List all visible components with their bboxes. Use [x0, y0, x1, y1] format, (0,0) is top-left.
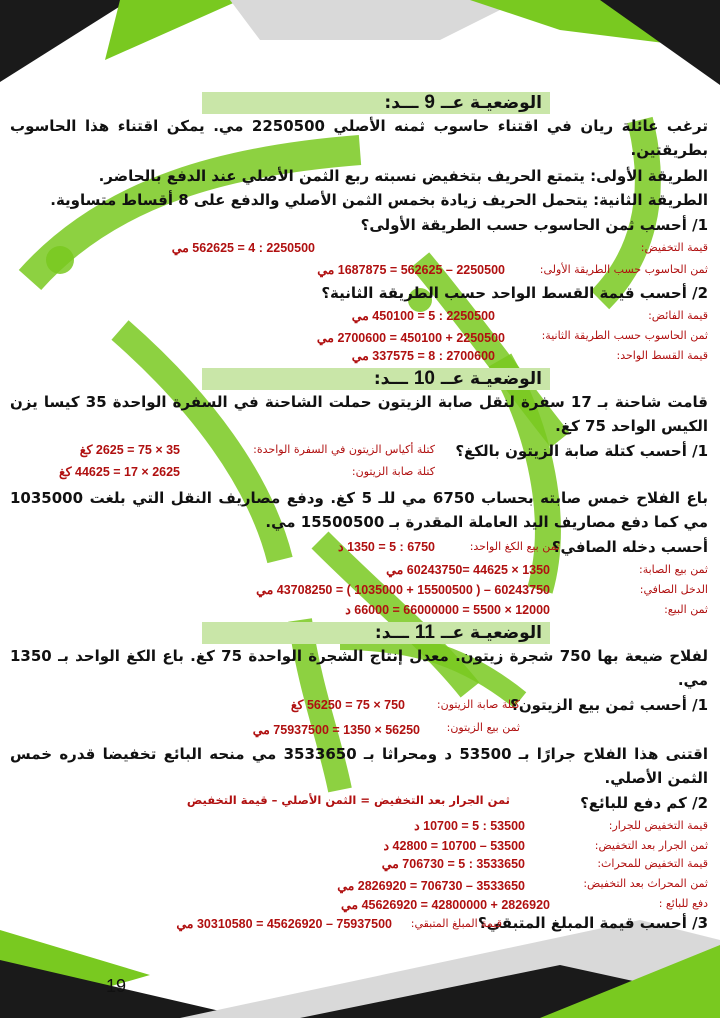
answer-calc: 35 × 75 = 2625 كغ [79, 443, 180, 457]
answer-calc: 12000 × 5500 = 66000000 = 66000 د [345, 603, 550, 617]
situation-9-method-1: الطريقة الأولى: يتمتع الحريف بتخفيض نسبته ربع الثمن الأصلي عند الدفع بالحاضر. [98, 167, 708, 185]
answer-calc: 2250500 : 5 = 450100 مي [351, 309, 495, 323]
answer-calc: 3533650 : 5 = 706730 مي [381, 857, 525, 871]
title-prefix: الوضعيـة عــ [440, 623, 542, 643]
situation-11-question-1: 1/ أحسب ثمن بيع الزيتون؟ [510, 696, 708, 714]
answer-label: ثمن الحاسوب حسب الطريقة الثانية: [541, 329, 708, 342]
answer-label: كتلة أكياس الزيتون في السفرة الواحدة: [253, 443, 435, 456]
answer-calc: 3533650 – 706730 = 2826920 مي [337, 879, 525, 893]
situation-number: 9 [424, 92, 435, 113]
answer-calc: 53500 – 10700 = 42800 د [383, 839, 525, 853]
title-prefix: الوضعيـة عــ [440, 369, 542, 389]
situation-10-statement: قامت شاحنة بـ 17 سفرة لنقل صابة الزيتون حملت الشاحنة في السفرة الواحدة 35 كيسا يزن الكيس الواحد 75 كغ. [10, 393, 708, 435]
answer-label: كتلة صابة الزيتون: [351, 465, 435, 478]
page-number: 19 [106, 976, 127, 996]
situation-10-question-1: 1/ أحسب كتلة صابة الزيتون بالكغ؟ [455, 442, 708, 460]
discount-formula: ثمن الجرار بعد التخفيض = الثمن الأصلي – قيمة التخفيض [186, 793, 510, 807]
situation-number: 11 [414, 622, 435, 643]
situation-11-question-2: 2/ كم دفع للبائع؟ [580, 794, 708, 812]
answer-label: قيمة التخفيض: [640, 241, 708, 254]
situation-9-statement: ترغب عائلة ريان في اقتناء حاسوب ثمنه الأصلي 2250500 مي. يمكن اقتناء هذا الحاسوب بطريقتين. [10, 117, 708, 159]
answer-label: كتلة صابة الزيتون: [436, 698, 520, 711]
answer-label: قيمة القسط الواحد: [616, 349, 708, 362]
answer-label: دفع للبائع : [658, 897, 708, 910]
answer-calc: 2250500 – 562625 = 1687875 مي [317, 263, 505, 277]
answer-label: قيمة التخفيض للجرار: [608, 819, 708, 832]
answer-calc: 6750 : 5 = 1350 د [338, 540, 435, 554]
answer-label: ثمن بيع الكغ الواحد: [469, 540, 560, 553]
situation-9-title [202, 92, 550, 114]
situation-number: 10 [413, 368, 435, 389]
answer-label: قيمة التخفيض للمحراث: [597, 857, 708, 870]
answer-label: ثمن المحراث بعد التخفيض: [583, 877, 708, 890]
answer-label: ثمن البيع: [664, 603, 708, 616]
title-suffix: ـــد: [384, 93, 419, 113]
answer-label: ثمن بيع الزيتون: [446, 721, 520, 734]
situation-10-title [202, 368, 550, 390]
situation-10-statement-2: باع الفلاح خمس صابته بحساب 6750 مي للـ 5 كغ. ودفع مصاريف النقل التي بلغت 1035000 مي كما دفع مصاريف اليد العاملة المقدرة بـ 15500500 مي. [10, 489, 708, 531]
situation-9-question-2: 2/ أحسب قيمة القسط الواحد حسب الطريقة الثانية؟ [321, 284, 708, 302]
situation-11-title [202, 622, 550, 644]
title-suffix: ـــد: [374, 623, 409, 643]
answer-calc: 1350 × 44625 =60243750 مي [386, 563, 550, 577]
situation-9-method-2: الطريقة الثانية: يتحمل الحريف زيادة بخمس الثمن الأصلي والدفع على 8 أقساط متساوية. [50, 191, 708, 209]
answer-calc: 2625 × 17 = 44625 كغ [58, 465, 180, 479]
answer-calc: 2826920 + 42800000 = 45626920 مي [340, 898, 550, 912]
title-suffix: ـــد: [373, 369, 408, 389]
answer-label: الدخل الصافي: [639, 583, 708, 596]
answer-calc: 750 × 75 = 56250 كغ [290, 698, 405, 712]
answer-calc: 2250500 + 450100 = 2700600 مي [316, 331, 505, 345]
situation-11-statement: لفلاح ضيعة بها 750 شجرة زيتون. معدل إنتاج الشجرة الواحدة 75 كغ. باع الكغ الواحد بـ 1350 مي. [10, 647, 708, 689]
answer-label: ثمن الجرار بعد التخفيض: [594, 839, 708, 852]
situation-10-question-2: أحسب دخله الصافي؟ [551, 538, 708, 556]
situation-9-question-1: 1/ أحسب ثمن الحاسوب حسب الطريقة الأولى؟ [360, 216, 708, 234]
situation-11-question-3: 3/ أحسب قيمة المبلغ المتبقي؟ [477, 914, 708, 932]
answer-calc: 53500 : 5 = 10700 د [414, 819, 525, 833]
answer-label: ثمن بيع الصابة: [639, 563, 708, 576]
answer-label: قيمة المبلغ المتبقي: [410, 917, 502, 930]
answer-calc: 56250 × 1350 = 75937500 مي [252, 723, 420, 737]
situation-11-statement-2: اقتنى هذا الفلاح جرارًا بـ 53500 د ومحراثا بـ 3533650 مي منحه البائع تخفيضا قدره خمس الثمن الأصلي. [10, 745, 709, 787]
answer-calc: 2700600 : 8 = 337575 مي [351, 349, 495, 363]
answer-label: ثمن الحاسوب حسب الطريقة الأولى: [539, 263, 708, 276]
title-prefix: الوضعيـة عــ [440, 93, 542, 113]
answer-calc: 75937500 – 45626920 = 30310580 مي [176, 917, 392, 931]
answer-calc: 2250500 : 4 = 562625 مي [171, 241, 315, 255]
answer-label: قيمة الفائض: [648, 309, 708, 322]
answer-calc: 60243750 – ( 15500500 + 1035000 ) = 43708250 مي [256, 583, 550, 597]
